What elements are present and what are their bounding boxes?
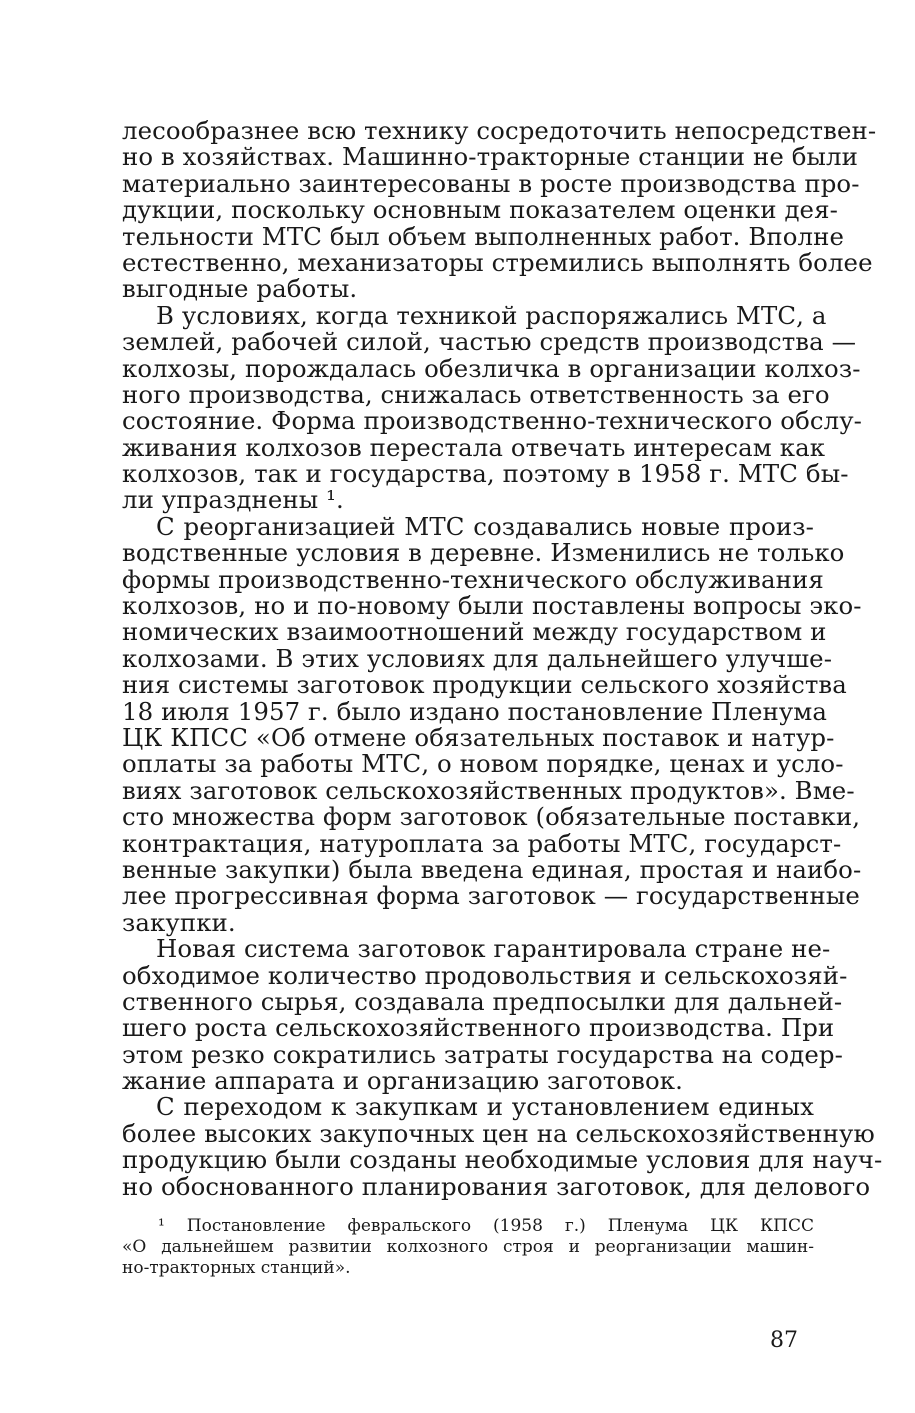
text-line: венные закупки) была введена единая, простая и наибо- [122,854,862,884]
text-line: более высоких закупочных цен на сельскохозяйственную [122,1118,875,1148]
page-number: 87 [770,1328,798,1353]
text-line: виях заготовок сельскохозяйственных продуктов». Вме- [122,775,855,805]
text-line: 18 июля 1957 г. было издано постановление Пленума [122,696,828,726]
text-line: тельности МТС был объем выполненных работ. Вполне [122,221,845,251]
text-line: С реорганизацией МТС создавались новые произ- [156,511,814,541]
text-line: Новая система заготовок гарантировала стране не- [156,934,831,964]
text-line: землей, рабочей силой, частью средств производства — [122,327,857,357]
text-line: но обоснованного планирования заготовок, для делового [122,1171,871,1201]
footnote-line: ¹ Постановление февральского (1958 г.) Пленума ЦК КПСС [158,1216,814,1236]
text-line: лесообразнее всю технику сосредоточить непосредствен- [122,116,877,145]
text-line: состояние. Форма производственно-технического обслу- [122,406,863,436]
text-line: этом резко сократились затраты государства на содер- [122,1039,843,1069]
text-line: ли упразднены ¹. [122,485,344,515]
text-line: водственные условия в деревне. Изменились не только [122,538,845,568]
text-line: дукции, поскольку основным показателем оценки дея- [122,195,838,225]
text-line: ЦК КПСС «Об отмене обязательных поставок и натур- [122,722,835,752]
text-line: ного производства, снижалась ответственность за его [122,379,830,409]
text-line: продукцию были созданы необходимые условия для науч- [122,1145,883,1175]
text-line: ния системы заготовок продукции сельского хозяйства [122,670,847,700]
text-line: оплаты за работы МТС, о новом порядке, ценах и усло- [122,749,844,779]
text-line: выгодные работы. [122,274,358,304]
text-line: обходимое количество продовольствия и сельскохозяй- [122,960,848,990]
text-line: номических взаимоотношений между государством и [122,617,827,647]
text-line: колхозами. В этих условиях для дальнейшего улучше- [122,643,833,673]
text-line: сто множества форм заготовок (обязательные поставки, [122,802,861,832]
text-line: колхозы, порождалась обезличка в организации колхоз- [122,353,861,383]
text-line: материально заинтересованы в росте производства про- [122,168,860,198]
text-line: лее прогрессивная форма заготовок — государственные [122,881,860,911]
text-line: жание аппарата и организацию заготовок. [122,1066,683,1096]
text-line: С переходом к закупкам и установлением единых [156,1092,814,1122]
main-text [122,116,883,1201]
text-line: формы производственно-технического обслуживания [122,564,824,594]
text-line: В условиях, когда техникой распоряжались МТС, а [156,300,827,330]
text-line: живания колхозов перестала отвечать интересам как [122,432,826,462]
text-line: закупки. [122,907,236,937]
text-line: колхозов, так и государства, поэтому в 1958 г. МТС бы- [122,459,849,489]
text-line: колхозов, но и по-новому были поставлены вопросы эко- [122,591,862,621]
footnote-line: но-тракторных станций». [122,1258,351,1278]
footnote-line: «О дальнейшем развитии колхозного строя и реорганизации машин- [122,1237,814,1257]
text-line: контрактация, натуроплата за работы МТС, государст- [122,828,842,858]
text-line: естественно, механизаторы стремились выполнять более [122,247,873,277]
text-line: ственного сырья, создавала предпосылки для дальней- [122,986,843,1016]
text-line: но в хозяйствах. Машинно-тракторные станции не были [122,142,858,172]
footnotes [122,1208,814,1279]
text-line: шего роста сельскохозяйственного производства. При [122,1013,835,1043]
